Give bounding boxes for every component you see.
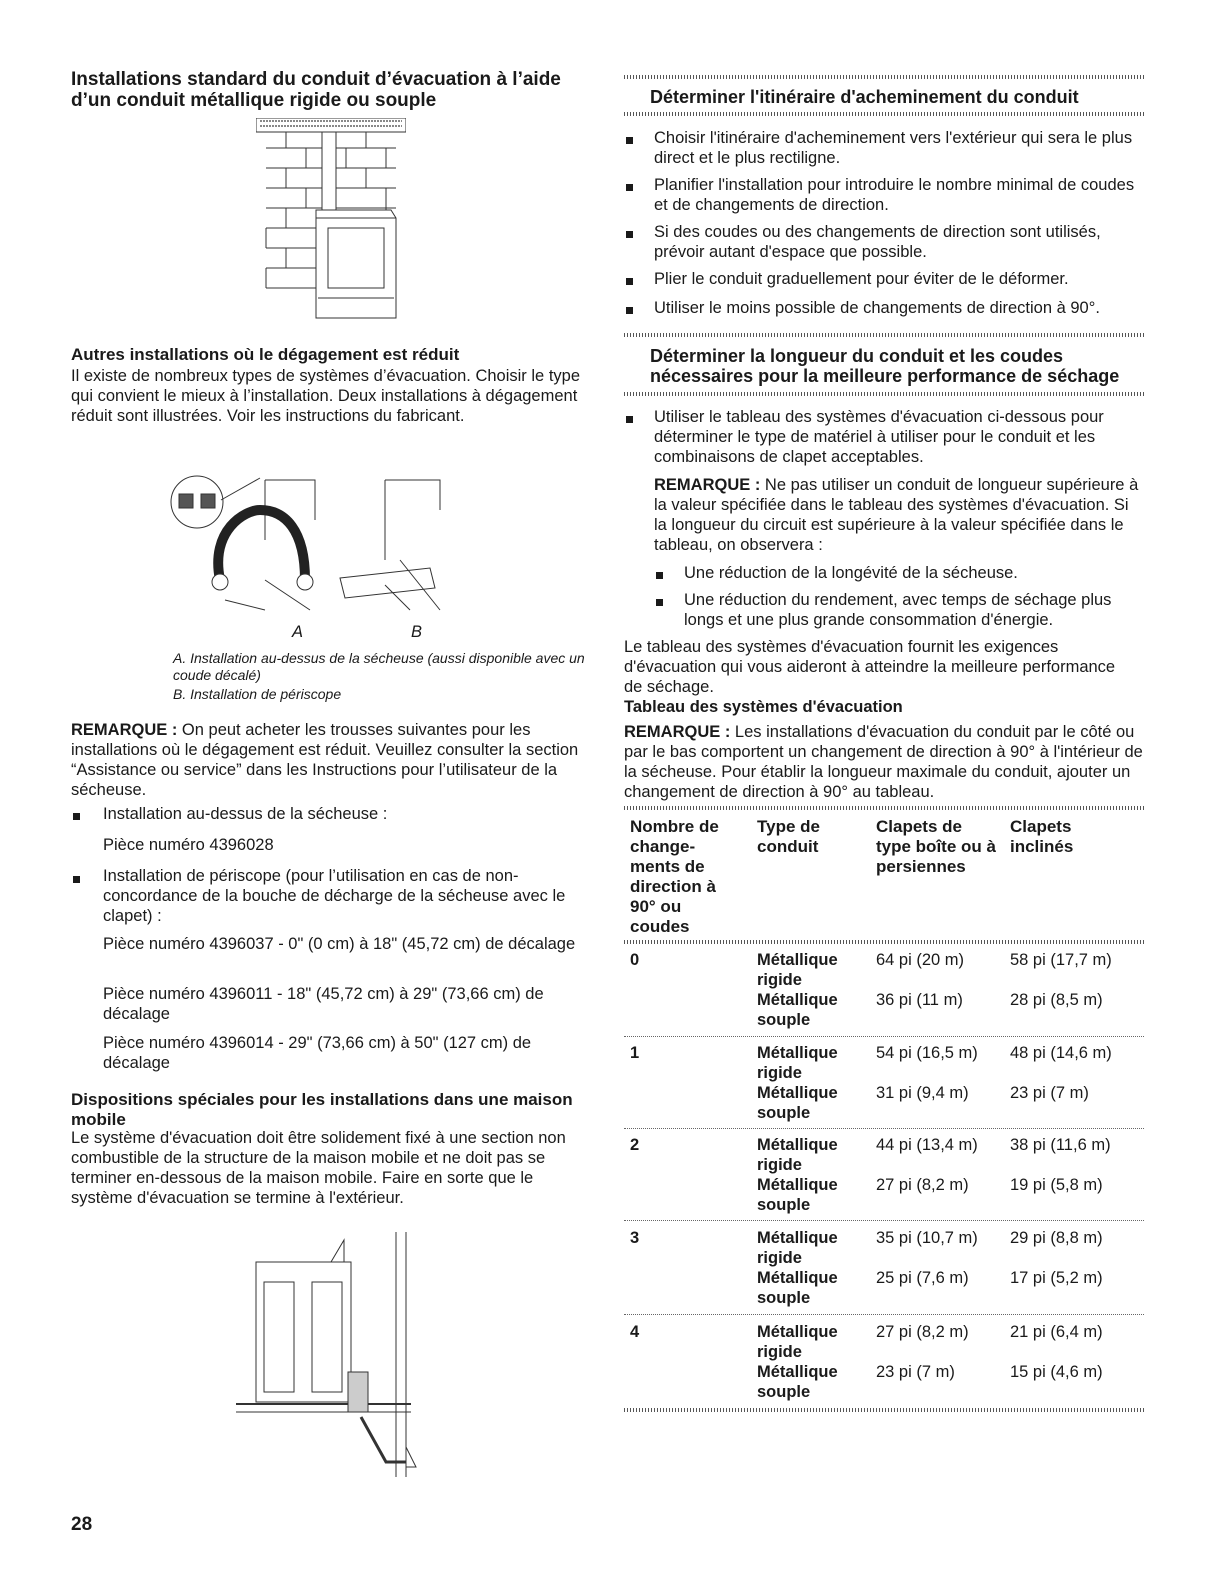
intro-paragraph: Il existe de nombreux types de systèmes d’évacuation. Choisir le type qui convient le mieux à l’installation. Deux installations à dégagement réduit sont illustrées. Voir les instructions du fabricant. bbox=[71, 367, 581, 425]
table-row-elbows: 4 bbox=[630, 1323, 640, 1341]
row-divider bbox=[624, 1128, 1144, 1130]
figure-mobile-home bbox=[236, 1232, 436, 1477]
figure-label-a: A bbox=[292, 623, 304, 641]
bullet-icon bbox=[626, 307, 633, 314]
rule bbox=[624, 940, 1144, 944]
table-cell-angled: 21 pi (6,4 m) bbox=[1010, 1323, 1103, 1341]
table-cell-box: 35 pi (10,7 m) bbox=[876, 1229, 978, 1247]
table-row-elbows: 0 bbox=[630, 951, 640, 969]
figure-reduced-clearance bbox=[165, 470, 455, 620]
table-row-elbows: 1 bbox=[630, 1044, 640, 1062]
note-label: REMARQUE : bbox=[654, 476, 761, 494]
bullet-above-dryer: Installation au-dessus de la sécheuse : bbox=[103, 805, 388, 823]
note-reduced-clearance bbox=[71, 720, 589, 800]
routing-bullet-3: Si des coudes ou des changements de direction sont utilisés, prévoir autant d'espace que possible. bbox=[654, 223, 1101, 261]
rule bbox=[624, 806, 1144, 810]
table-cell-type: Métallique rigide bbox=[757, 951, 838, 989]
consequence-1: Une réduction de la longévité de la sécheuse. bbox=[684, 564, 1018, 582]
rule-top bbox=[624, 75, 1144, 79]
table-cell-angled: 23 pi (7 m) bbox=[1010, 1084, 1089, 1102]
note-text: Les installations d'évacuation du conduit par le côté ou par le bas comportent un changement de direction à 90° à l'intérieur de la sécheuse. Pour établir la longueur maximale du conduit, ajouter un changement de direction à 90° au tableau. bbox=[624, 723, 1143, 801]
bullet-icon bbox=[626, 137, 633, 144]
part-number-2: Pièce numéro 4396037 - 0" (0 cm) à 18" (45,72 cm) de décalage bbox=[103, 935, 576, 953]
note-text: On peut acheter les trousses suivantes pour les installations où le dégagement est réduit. Veuillez consulter la section “Assistance ou service” dans les Instructions pour l’utilisateur de la sécheuse. bbox=[71, 721, 579, 799]
rule-bottom bbox=[624, 1408, 1144, 1412]
table-cell-angled: 58 pi (17,7 m) bbox=[1010, 951, 1112, 969]
consequence-2: Une réduction du rendement, avec temps de séchage plus longs et une plus grande consommation d'énergie. bbox=[684, 591, 1112, 629]
table-cell-angled: 15 pi (4,6 m) bbox=[1010, 1363, 1103, 1381]
heading-routing: Déterminer l'itinéraire d'acheminement du conduit bbox=[650, 87, 1079, 107]
table-cell-angled: 17 pi (5,2 m) bbox=[1010, 1269, 1103, 1287]
note-length bbox=[654, 475, 1142, 555]
table-cell-type: Métallique rigide bbox=[757, 1323, 838, 1361]
routing-bullet-2: Planifier l'installation pour introduire le nombre minimal de coudes et de changements de direction. bbox=[654, 176, 1135, 214]
routing-bullet-4: Plier le conduit graduellement pour éviter de le déformer. bbox=[654, 270, 1069, 288]
table-cell-type: Métallique rigide bbox=[757, 1044, 838, 1082]
heading-reduced-clearance: Autres installations où le dégagement est réduit bbox=[71, 345, 460, 364]
table-cell-type: Métallique rigide bbox=[757, 1229, 838, 1267]
rule bbox=[624, 112, 1144, 116]
figure-label-b: B bbox=[411, 623, 423, 641]
note-text: Ne pas utiliser un conduit de longueur supérieure à la valeur spécifiée dans le tableau des systèmes d'évacuation. Si la longueur du circuit est supérieure à la valeur spécifiée dans le tableau, on observera : bbox=[654, 476, 1139, 554]
table-header-elbows: Nombre de change-ments de direction à 90° ou coudes bbox=[630, 817, 719, 936]
table-cell-type: Métallique souple bbox=[757, 1084, 838, 1122]
table-cell-box: 54 pi (16,5 m) bbox=[876, 1044, 978, 1062]
bullet-icon bbox=[626, 416, 633, 423]
table-cell-angled: 28 pi (8,5 m) bbox=[1010, 991, 1103, 1009]
table-usage-bullet: Utiliser le tableau des systèmes d'évacuation ci-dessous pour déterminer le type de matériel à utiliser pour le conduit et les combinaisons de clapet acceptables. bbox=[654, 408, 1104, 466]
table-cell-box: 27 pi (8,2 m) bbox=[876, 1323, 969, 1341]
rule bbox=[624, 333, 1144, 337]
rule bbox=[624, 392, 1144, 396]
routing-bullet-1: Choisir l'itinéraire d'acheminement vers l'extérieur qui sera le plus direct et le plus rectiligne. bbox=[654, 129, 1133, 167]
bullet-periscope: Installation de périscope (pour l’utilisation en cas de non-concordance de la bouche de décharge de la sécheuse avec le clapet) : bbox=[103, 867, 566, 925]
table-cell-type: Métallique souple bbox=[757, 1176, 838, 1214]
note-table bbox=[624, 722, 1144, 802]
table-cell-type: Métallique souple bbox=[757, 991, 838, 1029]
table-cell-type: Métallique souple bbox=[757, 1363, 838, 1401]
heading-duct-length: Déterminer la longueur du conduit et les coudes nécessaires pour la meilleure performance de séchage bbox=[650, 346, 1120, 386]
figure-standard-installation bbox=[256, 118, 406, 328]
table-cell-angled: 38 pi (11,6 m) bbox=[1010, 1136, 1111, 1154]
bullet-icon bbox=[73, 813, 80, 820]
page-number: 28 bbox=[71, 1514, 93, 1535]
caption-a: A. Installation au-dessus de la sécheuse (aussi disponible avec un coude décalé) bbox=[173, 650, 585, 683]
table-cell-box: 25 pi (7,6 m) bbox=[876, 1269, 969, 1287]
table-header-duct-type: Type de conduit bbox=[757, 817, 820, 856]
table-cell-angled: 29 pi (8,8 m) bbox=[1010, 1229, 1103, 1247]
note-label: REMARQUE : bbox=[71, 721, 178, 739]
caption-b: B. Installation de périscope bbox=[173, 686, 342, 702]
heading-standard-installations: Installations standard du conduit d’évacuation à l’aide d’un conduit métallique rigide ou souple bbox=[71, 69, 561, 111]
table-cell-angled: 19 pi (5,8 m) bbox=[1010, 1176, 1103, 1194]
row-divider bbox=[624, 1220, 1144, 1222]
table-row-elbows: 3 bbox=[630, 1229, 640, 1247]
bullet-icon bbox=[626, 184, 633, 191]
part-number-3: Pièce numéro 4396011 - 18" (45,72 cm) à 29" (73,66 cm) de décalage bbox=[103, 985, 544, 1023]
table-intro-paragraph: Le tableau des systèmes d'évacuation fournit les exigences d'évacuation qui vous aideront à atteindre la meilleure performance de séchage. bbox=[624, 638, 1116, 696]
part-number-1: Pièce numéro 4396028 bbox=[103, 836, 274, 854]
table-cell-box: 23 pi (7 m) bbox=[876, 1363, 955, 1381]
table-title: Tableau des systèmes d'évacuation bbox=[624, 698, 903, 716]
table-cell-box: 31 pi (9,4 m) bbox=[876, 1084, 969, 1102]
bullet-icon bbox=[656, 572, 663, 579]
table-cell-angled: 48 pi (14,6 m) bbox=[1010, 1044, 1112, 1062]
bullet-icon bbox=[626, 231, 633, 238]
bullet-icon bbox=[73, 876, 80, 883]
table-cell-box: 27 pi (8,2 m) bbox=[876, 1176, 969, 1194]
table-header-angled-hood: Clapets inclinés bbox=[1010, 817, 1074, 856]
table-header-box-hood: Clapets de type boîte ou à persiennes bbox=[876, 817, 996, 876]
row-divider bbox=[624, 1036, 1144, 1038]
table-row-elbows: 2 bbox=[630, 1136, 640, 1154]
part-number-4: Pièce numéro 4396014 - 29" (73,66 cm) à 50" (127 cm) de décalage bbox=[103, 1034, 532, 1072]
table-cell-box: 36 pi (11 m) bbox=[876, 991, 963, 1009]
table-cell-type: Métallique rigide bbox=[757, 1136, 838, 1174]
mobile-home-paragraph: Le système d'évacuation doit être solidement fixé à une section non combustible de la structure de la maison mobile et ne doit pas se terminer en-dessous de la maison mobile. Faire en sorte que le système d'évacuation se termine à l'extérieur. bbox=[71, 1129, 566, 1207]
table-cell-box: 44 pi (13,4 m) bbox=[876, 1136, 978, 1154]
table-cell-type: Métallique souple bbox=[757, 1269, 838, 1307]
bullet-icon bbox=[626, 278, 633, 285]
bullet-icon bbox=[656, 599, 663, 606]
row-divider bbox=[624, 1314, 1144, 1316]
note-label: REMARQUE : bbox=[624, 723, 731, 741]
heading-mobile-home: Dispositions spéciales pour les installations dans une maison mobile bbox=[71, 1090, 573, 1129]
table-cell-box: 64 pi (20 m) bbox=[876, 951, 965, 969]
routing-bullet-5: Utiliser le moins possible de changements de direction à 90°. bbox=[654, 299, 1100, 317]
